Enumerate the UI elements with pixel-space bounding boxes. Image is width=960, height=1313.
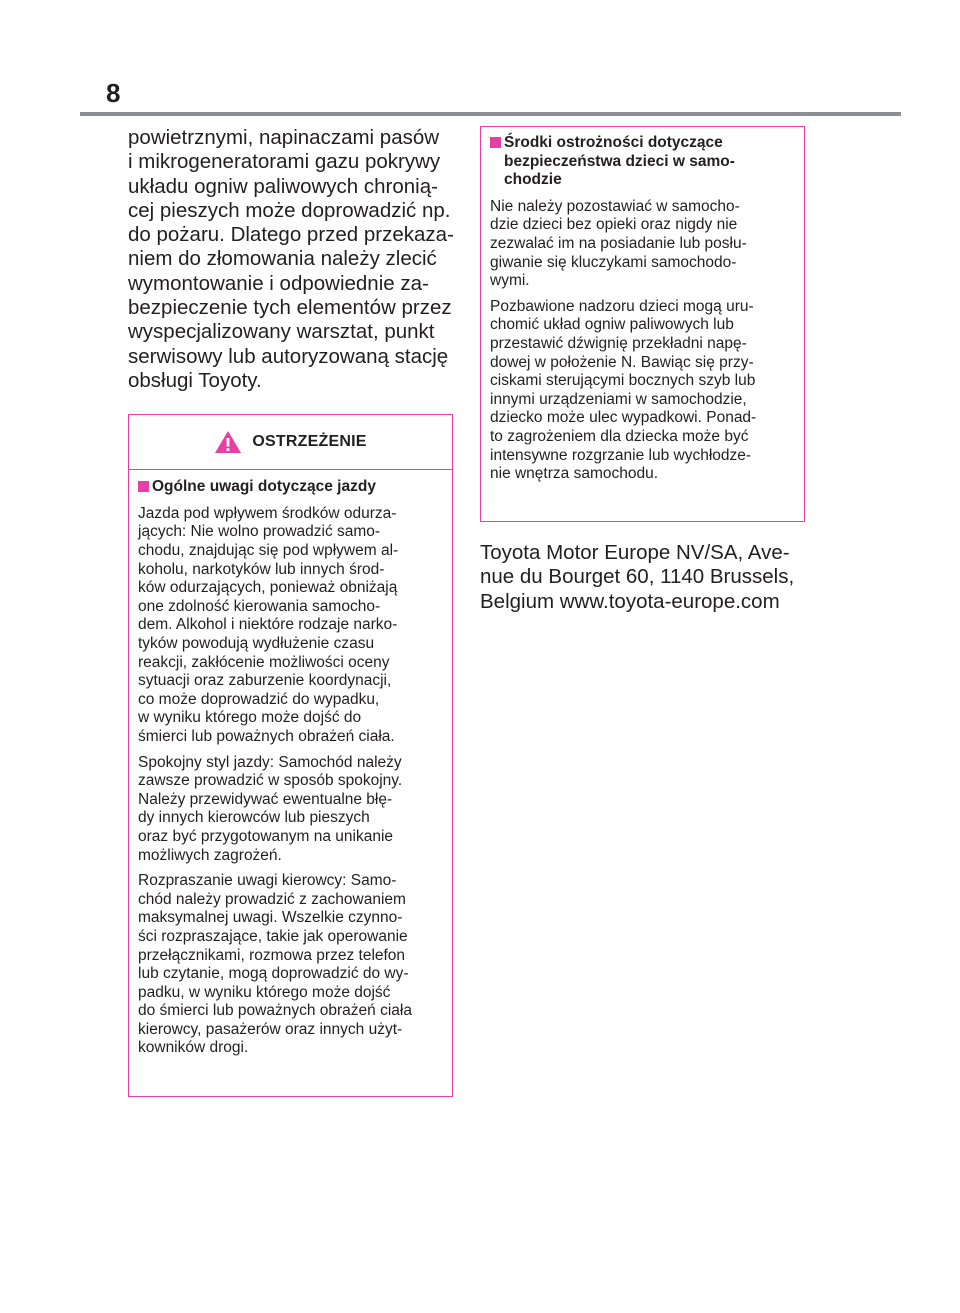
paragraph-line: dy innych kierowców lub pieszych bbox=[138, 809, 370, 827]
paragraph-line: chodu, znajdując się pod wpływem al- bbox=[138, 542, 399, 560]
paragraph-line: kierowcy, pasażerów oraz innych użyt- bbox=[138, 1020, 403, 1038]
paragraph-line: maksymalnej uwagi. Wszelkie czynno- bbox=[138, 909, 403, 927]
child-safety-paragraph bbox=[490, 298, 804, 484]
body-text-line: powietrznymi, napinaczami pasów bbox=[128, 126, 440, 149]
intro-text bbox=[128, 126, 453, 393]
paragraph-line: ści rozpraszające, takie jak operowanie bbox=[138, 927, 408, 945]
warning-title: OSTRZEŻENIE bbox=[252, 433, 367, 451]
paragraph-line: dziecko może ulec wypadkowi. Ponad- bbox=[490, 409, 757, 427]
body-text-line: obsługi Toyoty. bbox=[128, 368, 262, 392]
paragraph-line: intensywne rozgrzanie lub wychłodze- bbox=[490, 446, 752, 464]
address-line: nue du Bourget 60, 1140 Brussels, bbox=[480, 565, 795, 589]
paragraph-line: one zdolność kierowania samocho- bbox=[138, 597, 381, 615]
body-text-line: do pożaru. Dlatego przed przekaza- bbox=[128, 223, 454, 247]
warning-paragraph bbox=[138, 872, 452, 1058]
subheading-line: Środki ostrożności dotyczące bbox=[504, 134, 723, 151]
child-safety-paragraph bbox=[490, 198, 804, 291]
paragraph-line: Jazda pod wpływem środków odurza- bbox=[138, 504, 397, 522]
paragraph-line: Należy przewidywać ewentualne błę- bbox=[138, 790, 393, 808]
paragraph-line: to zagrożeniem dla dziecka może być bbox=[490, 427, 749, 445]
paragraph-line: zezwalać im na posiadanie lub posłu- bbox=[490, 234, 747, 252]
child-safety-box bbox=[480, 126, 805, 522]
body-text-line: cej pieszych może doprowadzić np. bbox=[128, 198, 451, 222]
child-safety-subheading bbox=[490, 134, 804, 190]
paragraph-line: śmierci lub poważnych obrażeń ciała. bbox=[138, 727, 395, 745]
body-text-line: układu ogniw paliwowych chronią- bbox=[128, 174, 438, 198]
paragraph-line: lub czytanie, mogą doprowadzić do wy- bbox=[138, 965, 409, 983]
warning-paragraph bbox=[138, 505, 452, 747]
paragraph-line: chomić układ ogniw paliwowych lub bbox=[490, 316, 734, 334]
paragraph-line: Rozpraszanie uwagi kierowcy: Samo- bbox=[138, 872, 397, 890]
paragraph-line: koholu, narkotyków lub innych środ- bbox=[138, 560, 385, 578]
pink-square-bullet-icon bbox=[138, 481, 149, 492]
paragraph-line: dzie dzieci bez opieki oraz nigdy nie bbox=[490, 216, 738, 234]
warning-subheading bbox=[138, 478, 452, 497]
paragraph-line: jących: Nie wolno prowadzić samo- bbox=[138, 523, 381, 541]
address-text bbox=[480, 541, 805, 614]
address-line: Belgium www.toyota-europe.com bbox=[480, 589, 780, 613]
paragraph-line: giwanie się kluczykami samochodo- bbox=[490, 253, 737, 271]
warning-box bbox=[128, 414, 453, 1097]
paragraph-line: do śmierci lub poważnych obrażeń ciała bbox=[138, 1002, 412, 1020]
address-line: Toyota Motor Europe NV/SA, Ave- bbox=[480, 541, 790, 564]
warning-paragraph bbox=[138, 754, 452, 866]
child-safety-content bbox=[481, 127, 804, 484]
subheading-line: Ogólne uwagi dotyczące jazdy bbox=[152, 478, 376, 496]
subheading-line: bezpieczeństwa dzieci w samo- bbox=[504, 152, 735, 170]
left-column bbox=[128, 126, 453, 1097]
header-rule bbox=[80, 112, 901, 116]
body-text-line: wyspecjalizowany warsztat, punkt bbox=[128, 320, 435, 344]
body-text-line: niem do złomowania należy zlecić bbox=[128, 247, 437, 271]
warning-triangle-icon bbox=[214, 430, 242, 454]
warning-header bbox=[129, 415, 452, 470]
body-text-line: serwisowy lub autoryzowaną stację bbox=[128, 344, 449, 368]
subheading-line: chodzie bbox=[504, 171, 562, 189]
paragraph-line: padku, w wyniku którego może dojść bbox=[138, 983, 391, 1001]
paragraph-line: w wyniku którego może dojść do bbox=[138, 709, 362, 727]
paragraph-line: Pozbawione nadzoru dzieci mogą uru- bbox=[490, 297, 754, 315]
paragraph-line: Nie należy pozostawiać w samocho- bbox=[490, 197, 740, 215]
paragraph-line: reakcji, zakłócenie możliwości oceny bbox=[138, 653, 390, 671]
paragraph-line: oraz być przygotowanym na unikanie bbox=[138, 827, 394, 845]
paragraph-line: sytuacji oraz zaburzenie koordynacji, bbox=[138, 672, 392, 690]
paragraph-line: innymi urządzeniami w samochodzie, bbox=[490, 390, 747, 408]
paragraph-line: co może doprowadzić do wypadku, bbox=[138, 690, 380, 708]
body-text-line: i mikrogeneratorami gazu pokrywy bbox=[128, 150, 441, 174]
paragraph-line: ków odurzających, ponieważ obniżają bbox=[138, 579, 398, 597]
paragraph-line: możliwych zagrożeń. bbox=[138, 846, 282, 864]
paragraph-line: wymi. bbox=[490, 272, 530, 290]
paragraph-line: dem. Alkohol i niektóre rodzaje narko- bbox=[138, 616, 398, 634]
paragraph-line: nie wnętrza samochodu. bbox=[490, 465, 659, 483]
paragraph-line: przestawić dźwignię przekładni napę- bbox=[490, 334, 747, 352]
paragraph-line: ciskami sterującymi bocznych szyb lub bbox=[490, 372, 756, 390]
paragraph-line: przełącznikami, rozmowa przez telefon bbox=[138, 946, 406, 964]
page-number: 8 bbox=[106, 78, 121, 108]
paragraph-line: chód należy prowadzić z zachowaniem bbox=[138, 890, 406, 908]
warning-content bbox=[129, 470, 452, 1058]
right-column bbox=[480, 126, 805, 614]
paragraph-line: dowej w położenie N. Bawiąc się przy- bbox=[490, 353, 754, 371]
paragraph-line: kowników drogi. bbox=[138, 1039, 249, 1057]
body-text-line: wymontowanie i odpowiednie za- bbox=[128, 271, 429, 295]
paragraph-line: zawsze prowadzić w sposób spokojny. bbox=[138, 772, 403, 790]
paragraph-line: tyków powodują wydłużenie czasu bbox=[138, 635, 375, 653]
pink-square-bullet-icon bbox=[490, 137, 501, 148]
paragraph-line: Spokojny styl jazdy: Samochód należy bbox=[138, 753, 402, 771]
body-text-line: bezpieczenie tych elementów przez bbox=[128, 296, 452, 320]
